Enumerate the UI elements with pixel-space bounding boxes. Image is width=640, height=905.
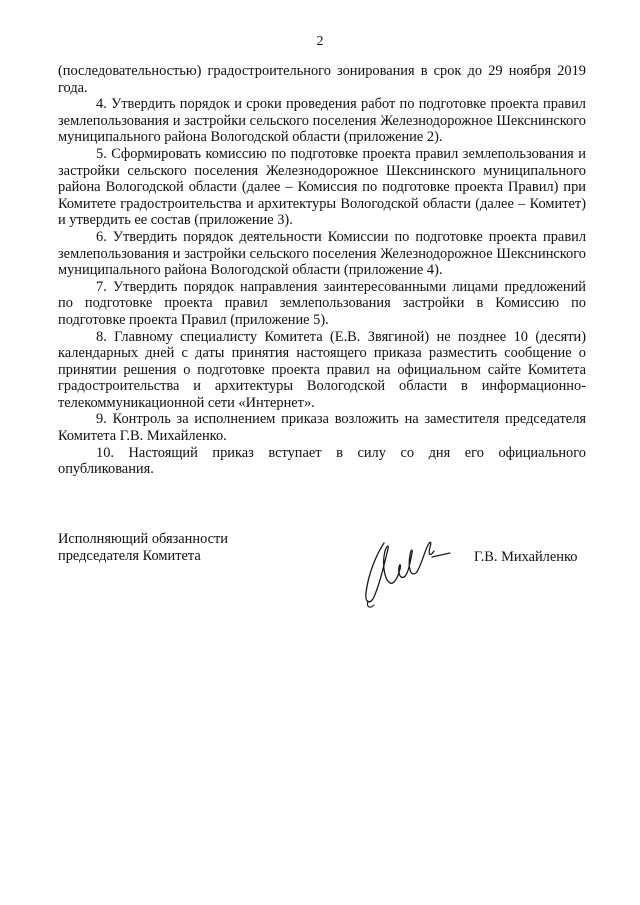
paragraph-continuation: (последовательностью) градостроительного зонирования в срок до 29 ноября 2019 года.	[58, 63, 586, 96]
paragraph-item-8: 8. Главному специалисту Комитета (Е.В. Звягиной) не позднее 10 (десяти) календарных дней с даты принятия настоящего приказа разместить сообщение о принятии решения о подготовке проекта правил на официальном сайте Комитета градостроительства и архитектуры Вологодской области в информационно-телекоммуникационной сети «Интернет».	[58, 328, 586, 411]
signatory-name: Г.В. Михайленко	[474, 549, 578, 565]
signatory-role-line-2: председателя Комитета	[58, 547, 201, 564]
paragraph-item-7: 7. Утвердить порядок направления заинтересованными лицами предложений по подготовке проекта правил землепользования застройки в Комиссию по подготовке проекта Правил (приложение 5).	[58, 278, 586, 328]
signatory-role-line-1: Исполняющий обязанности	[58, 531, 229, 547]
paragraph-item-6: 6. Утвердить порядок деятельности Комиссии по подготовке проекта правил землепользования и застройки сельского поселения Железнодорожное Шекснинского муниципального района Вологодской области (приложение 4).	[58, 228, 586, 279]
document-body	[58, 63, 586, 478]
page-number: 2	[316, 34, 324, 49]
paragraph-item-5: 5. Сформировать комиссию по подготовке проекта правил землепользования и застройки сельского поселения Железнодорожное Шекснинского муниципального района Вологодской области (далее – Комиссия по подготовке проекта Правил) при Комитете градостроительства и архитектуры Вологодской области (далее – Комитет) и утвердить ее состав (приложение 3).	[58, 145, 586, 229]
paragraph-item-4: 4. Утвердить порядок и сроки проведения работ по подготовке проекта правил землепользования и застройки сельского поселения Железнодорожное Шекснинского муниципального района Вологодской области (приложение 2).	[58, 96, 586, 146]
signatory-role	[58, 531, 298, 564]
paragraph-item-9: 9. Контроль за исполнением приказа возложить на заместителя председателя Комитета Г.В. Михайленко.	[58, 411, 586, 445]
handwritten-signature	[354, 523, 464, 613]
paragraph-item-10: 10. Настоящий приказ вступает в силу со дня его официального опубликования.	[58, 444, 586, 478]
